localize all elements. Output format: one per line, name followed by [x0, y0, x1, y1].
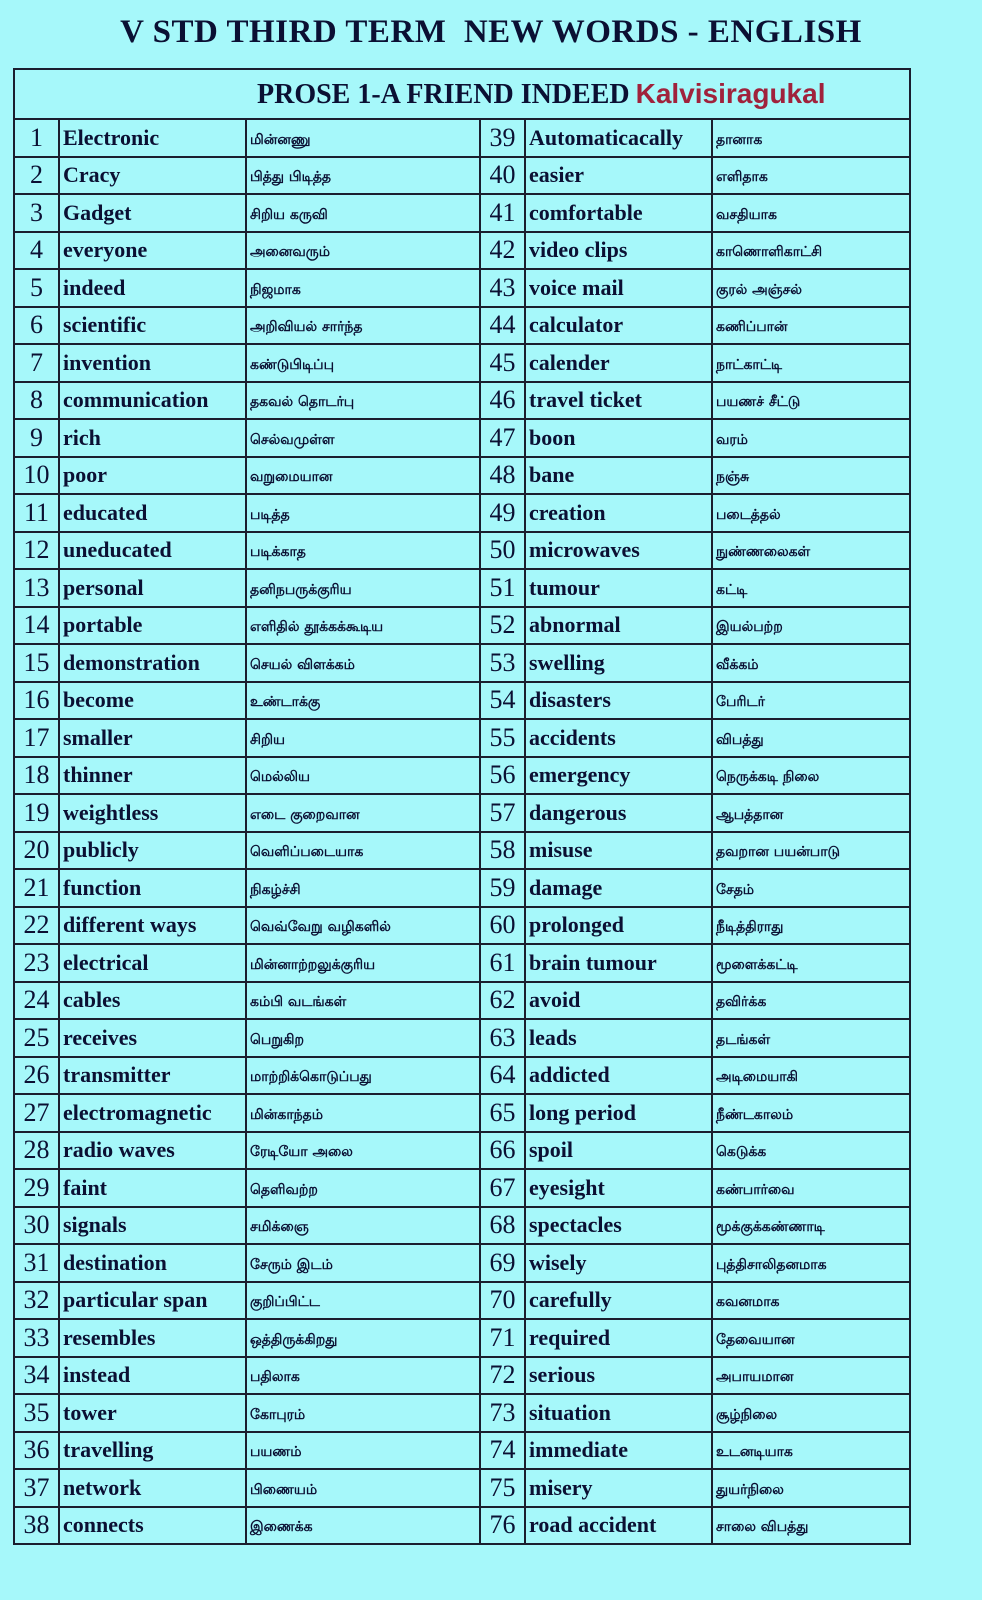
word-number: 18: [14, 757, 59, 795]
word-number: 64: [480, 1057, 525, 1095]
english-word: brain tumour: [525, 944, 712, 982]
english-word: microwaves: [525, 532, 712, 570]
english-word: everyone: [59, 232, 246, 270]
english-word: network: [59, 1469, 246, 1507]
tamil-meaning: மெல்லிய: [246, 757, 480, 795]
tamil-meaning: மின்காந்தம்: [246, 1094, 480, 1132]
english-word: voice mail: [525, 269, 712, 307]
tamil-meaning: படித்த: [246, 494, 480, 532]
word-number: 46: [480, 382, 525, 420]
table-row: [14, 269, 910, 307]
tamil-meaning: அபாயமான: [712, 1357, 910, 1395]
word-number: 70: [480, 1282, 525, 1320]
word-number: 48: [480, 457, 525, 495]
english-word: function: [59, 869, 246, 907]
table-row: [14, 1057, 910, 1095]
word-number: 21: [14, 869, 59, 907]
table-row: [14, 382, 910, 420]
word-number: 49: [480, 494, 525, 532]
english-word: Electronic: [59, 119, 246, 157]
word-number: 36: [14, 1432, 59, 1470]
vocabulary-table-body: [14, 69, 910, 1544]
tamil-meaning: பயணச் சீட்டு: [712, 382, 910, 420]
tamil-meaning: காணொளிகாட்சி: [712, 232, 910, 270]
tamil-meaning: தகவல் தொடர்பு: [246, 382, 480, 420]
tamil-meaning: பித்து பிடித்த: [246, 157, 480, 195]
tamil-meaning: மாற்றிக்கொடுப்பது: [246, 1057, 480, 1095]
english-word: smaller: [59, 719, 246, 757]
word-number: 17: [14, 719, 59, 757]
word-number: 47: [480, 419, 525, 457]
word-number: 1: [14, 119, 59, 157]
word-number: 35: [14, 1394, 59, 1432]
english-word: calculator: [525, 307, 712, 345]
english-word: travel ticket: [525, 382, 712, 420]
word-number: 9: [14, 419, 59, 457]
word-number: 73: [480, 1394, 525, 1432]
tamil-meaning: கம்பி வடங்கள்: [246, 982, 480, 1020]
english-word: thinner: [59, 757, 246, 795]
tamil-meaning: சாலை விபத்து: [712, 1507, 910, 1545]
tamil-meaning: மின்னணு: [246, 119, 480, 157]
english-word: signals: [59, 1207, 246, 1245]
tamil-meaning: படைத்தல்: [712, 494, 910, 532]
tamil-meaning: உடனடியாக: [712, 1432, 910, 1470]
tamil-meaning: எளிதாக: [712, 157, 910, 195]
tamil-meaning: தெளிவற்ற: [246, 1169, 480, 1207]
word-number: 10: [14, 457, 59, 495]
table-row: [14, 719, 910, 757]
english-word: abnormal: [525, 607, 712, 645]
word-number: 39: [480, 119, 525, 157]
english-word: transmitter: [59, 1057, 246, 1095]
word-number: 40: [480, 157, 525, 195]
table-row: [14, 907, 910, 945]
english-word: electromagnetic: [59, 1094, 246, 1132]
word-number: 45: [480, 344, 525, 382]
word-number: 59: [480, 869, 525, 907]
table-row: [14, 307, 910, 345]
word-number: 44: [480, 307, 525, 345]
english-word: eyesight: [525, 1169, 712, 1207]
tamil-meaning: கவனமாக: [712, 1282, 910, 1320]
tamil-meaning: எடை குறைவான: [246, 794, 480, 832]
english-word: emergency: [525, 757, 712, 795]
table-row: [14, 1357, 910, 1395]
english-word: radio waves: [59, 1132, 246, 1170]
tamil-meaning: இணைக்க: [246, 1507, 480, 1545]
tamil-meaning: பெறுகிற: [246, 1019, 480, 1057]
word-number: 6: [14, 307, 59, 345]
english-word: uneducated: [59, 532, 246, 570]
tamil-meaning: சமிக்ஞை: [246, 1207, 480, 1245]
english-word: resembles: [59, 1319, 246, 1357]
english-word: destination: [59, 1244, 246, 1282]
english-word: travelling: [59, 1432, 246, 1470]
english-word: spectacles: [525, 1207, 712, 1245]
tamil-meaning: தவறான பயன்பாடு: [712, 832, 910, 870]
table-row: [14, 1169, 910, 1207]
english-word: road accident: [525, 1507, 712, 1545]
english-word: video clips: [525, 232, 712, 270]
english-word: calender: [525, 344, 712, 382]
tamil-meaning: உண்டாக்கு: [246, 682, 480, 720]
table-row: [14, 569, 910, 607]
word-number: 23: [14, 944, 59, 982]
english-word: instead: [59, 1357, 246, 1395]
word-number: 54: [480, 682, 525, 720]
word-number: 13: [14, 569, 59, 607]
brand-watermark: Kalvisiragukal: [635, 77, 826, 109]
word-number: 34: [14, 1357, 59, 1395]
english-word: long period: [525, 1094, 712, 1132]
section-header: [14, 69, 910, 119]
tamil-meaning: மின்னாற்றலுக்குரிய: [246, 944, 480, 982]
tamil-meaning: சூழ்நிலை: [712, 1394, 910, 1432]
table-row: [14, 119, 910, 157]
tamil-meaning: சிறிய: [246, 719, 480, 757]
english-word: required: [525, 1319, 712, 1357]
table-row: [14, 494, 910, 532]
english-word: damage: [525, 869, 712, 907]
tamil-meaning: வெளிப்படையாக: [246, 832, 480, 870]
english-word: prolonged: [525, 907, 712, 945]
section-header-row: [14, 69, 910, 119]
table-row: [14, 1507, 910, 1545]
tamil-meaning: வறுமையான: [246, 457, 480, 495]
tamil-meaning: கணிப்பான்: [712, 307, 910, 345]
english-word: connects: [59, 1507, 246, 1545]
table-row: [14, 1282, 910, 1320]
tamil-meaning: மூக்குக்கண்ணாடி: [712, 1207, 910, 1245]
table-row: [14, 1019, 910, 1057]
english-word: tower: [59, 1394, 246, 1432]
tamil-meaning: ஒத்திருக்கிறது: [246, 1319, 480, 1357]
tamil-meaning: பதிலாக: [246, 1357, 480, 1395]
word-number: 63: [480, 1019, 525, 1057]
table-row: [14, 982, 910, 1020]
english-word: spoil: [525, 1132, 712, 1170]
word-number: 7: [14, 344, 59, 382]
table-row: [14, 794, 910, 832]
word-number: 50: [480, 532, 525, 570]
word-number: 16: [14, 682, 59, 720]
tamil-meaning: கண்டுபிடிப்பு: [246, 344, 480, 382]
word-number: 67: [480, 1169, 525, 1207]
word-number: 75: [480, 1469, 525, 1507]
english-word: faint: [59, 1169, 246, 1207]
english-word: cables: [59, 982, 246, 1020]
tamil-meaning: பிணையம்: [246, 1469, 480, 1507]
word-number: 3: [14, 194, 59, 232]
word-number: 76: [480, 1507, 525, 1545]
english-word: easier: [525, 157, 712, 195]
word-number: 15: [14, 644, 59, 682]
tamil-meaning: வசதியாக: [712, 194, 910, 232]
english-word: situation: [525, 1394, 712, 1432]
word-number: 14: [14, 607, 59, 645]
english-word: particular span: [59, 1282, 246, 1320]
word-number: 74: [480, 1432, 525, 1470]
tamil-meaning: அடிமையாகி: [712, 1057, 910, 1095]
english-word: avoid: [525, 982, 712, 1020]
word-number: 68: [480, 1207, 525, 1245]
word-number: 60: [480, 907, 525, 945]
english-word: publicly: [59, 832, 246, 870]
tamil-meaning: கட்டி: [712, 569, 910, 607]
english-word: serious: [525, 1357, 712, 1395]
table-row: [14, 832, 910, 870]
word-number: 29: [14, 1169, 59, 1207]
english-word: portable: [59, 607, 246, 645]
word-number: 69: [480, 1244, 525, 1282]
tamil-meaning: பேரிடர்: [712, 682, 910, 720]
english-word: misuse: [525, 832, 712, 870]
table-row: [14, 1244, 910, 1282]
tamil-meaning: வெவ்வேறு வழிகளில்: [246, 907, 480, 945]
tamil-meaning: அனைவரும்: [246, 232, 480, 270]
word-number: 38: [14, 1507, 59, 1545]
table-row: [14, 607, 910, 645]
english-word: demonstration: [59, 644, 246, 682]
table-row: [14, 232, 910, 270]
tamil-meaning: புத்திசாலிதனமாக: [712, 1244, 910, 1282]
vocabulary-table: [13, 68, 911, 1545]
tamil-meaning: பயணம்: [246, 1432, 480, 1470]
word-number: 66: [480, 1132, 525, 1170]
english-word: scientific: [59, 307, 246, 345]
table-row: [14, 644, 910, 682]
word-number: 28: [14, 1132, 59, 1170]
table-row: [14, 1469, 910, 1507]
tamil-meaning: செல்வமுள்ள: [246, 419, 480, 457]
word-number: 27: [14, 1094, 59, 1132]
tamil-meaning: எளிதில் தூக்கக்கூடிய: [246, 607, 480, 645]
word-number: 25: [14, 1019, 59, 1057]
tamil-meaning: தேவையான: [712, 1319, 910, 1357]
english-word: swelling: [525, 644, 712, 682]
tamil-meaning: ஆபத்தான: [712, 794, 910, 832]
english-word: indeed: [59, 269, 246, 307]
tamil-meaning: கோபுரம்: [246, 1394, 480, 1432]
english-word: dangerous: [525, 794, 712, 832]
tamil-meaning: தானாக: [712, 119, 910, 157]
word-number: 8: [14, 382, 59, 420]
word-number: 65: [480, 1094, 525, 1132]
table-row: [14, 1432, 910, 1470]
english-word: carefully: [525, 1282, 712, 1320]
table-row: [14, 457, 910, 495]
table-row: [14, 419, 910, 457]
tamil-meaning: நுண்ணலைகள்: [712, 532, 910, 570]
english-word: disasters: [525, 682, 712, 720]
english-word: rich: [59, 419, 246, 457]
word-number: 37: [14, 1469, 59, 1507]
english-word: addicted: [525, 1057, 712, 1095]
tamil-meaning: நாட்காட்டி: [712, 344, 910, 382]
word-number: 57: [480, 794, 525, 832]
word-number: 4: [14, 232, 59, 270]
tamil-meaning: படிக்காத: [246, 532, 480, 570]
table-row: [14, 682, 910, 720]
word-number: 26: [14, 1057, 59, 1095]
english-word: electrical: [59, 944, 246, 982]
tamil-meaning: மூளைக்கட்டி: [712, 944, 910, 982]
english-word: communication: [59, 382, 246, 420]
table-row: [14, 1394, 910, 1432]
english-word: weightless: [59, 794, 246, 832]
word-number: 56: [480, 757, 525, 795]
word-number: 58: [480, 832, 525, 870]
tamil-meaning: கெடுக்க: [712, 1132, 910, 1170]
tamil-meaning: கண்பார்வை: [712, 1169, 910, 1207]
table-row: [14, 1319, 910, 1357]
english-word: invention: [59, 344, 246, 382]
tamil-meaning: நீடித்திராது: [712, 907, 910, 945]
word-number: 24: [14, 982, 59, 1020]
english-word: poor: [59, 457, 246, 495]
section-title: PROSE 1-A FRIEND INDEED: [257, 78, 630, 110]
english-word: tumour: [525, 569, 712, 607]
tamil-meaning: நெருக்கடி நிலை: [712, 757, 910, 795]
english-word: leads: [525, 1019, 712, 1057]
english-word: Gadget: [59, 194, 246, 232]
table-row: [14, 157, 910, 195]
english-word: receives: [59, 1019, 246, 1057]
english-word: boon: [525, 419, 712, 457]
tamil-meaning: விபத்து: [712, 719, 910, 757]
word-number: 33: [14, 1319, 59, 1357]
word-number: 62: [480, 982, 525, 1020]
table-row: [14, 1207, 910, 1245]
word-number: 30: [14, 1207, 59, 1245]
tamil-meaning: சேதம்: [712, 869, 910, 907]
english-word: become: [59, 682, 246, 720]
tamil-meaning: துயர்நிலை: [712, 1469, 910, 1507]
word-number: 52: [480, 607, 525, 645]
word-number: 72: [480, 1357, 525, 1395]
english-word: different ways: [59, 907, 246, 945]
table-row: [14, 1094, 910, 1132]
tamil-meaning: குரல் அஞ்சல்: [712, 269, 910, 307]
english-word: accidents: [525, 719, 712, 757]
word-number: 11: [14, 494, 59, 532]
word-number: 19: [14, 794, 59, 832]
tamil-meaning: வரம்: [712, 419, 910, 457]
tamil-meaning: செயல் விளக்கம்: [246, 644, 480, 682]
word-number: 71: [480, 1319, 525, 1357]
word-number: 42: [480, 232, 525, 270]
word-number: 41: [480, 194, 525, 232]
word-number: 12: [14, 532, 59, 570]
tamil-meaning: சிறிய கருவி: [246, 194, 480, 232]
english-word: immediate: [525, 1432, 712, 1470]
tamil-meaning: தனிநபருக்குரிய: [246, 569, 480, 607]
tamil-meaning: தடங்கள்: [712, 1019, 910, 1057]
tamil-meaning: நஞ்சு: [712, 457, 910, 495]
tamil-meaning: அறிவியல் சார்ந்த: [246, 307, 480, 345]
word-number: 43: [480, 269, 525, 307]
english-word: misery: [525, 1469, 712, 1507]
english-word: educated: [59, 494, 246, 532]
tamil-meaning: நிகழ்ச்சி: [246, 869, 480, 907]
table-row: [14, 1132, 910, 1170]
tamil-meaning: குறிப்பிட்ட: [246, 1282, 480, 1320]
word-number: 32: [14, 1282, 59, 1320]
tamil-meaning: வீக்கம்: [712, 644, 910, 682]
english-word: bane: [525, 457, 712, 495]
english-word: personal: [59, 569, 246, 607]
word-number: 31: [14, 1244, 59, 1282]
english-word: Automaticacally: [525, 119, 712, 157]
table-row: [14, 532, 910, 570]
word-number: 55: [480, 719, 525, 757]
english-word: Cracy: [59, 157, 246, 195]
tamil-meaning: இயல்பற்ற: [712, 607, 910, 645]
tamil-meaning: நீண்டகாலம்: [712, 1094, 910, 1132]
word-number: 51: [480, 569, 525, 607]
table-row: [14, 757, 910, 795]
page-title: V STD THIRD TERM NEW WORDS - ENGLISH: [120, 14, 862, 50]
table-row: [14, 344, 910, 382]
tamil-meaning: ரேடியோ அலை: [246, 1132, 480, 1170]
tamil-meaning: சேரும் இடம்: [246, 1244, 480, 1282]
word-number: 5: [14, 269, 59, 307]
english-word: wisely: [525, 1244, 712, 1282]
english-word: creation: [525, 494, 712, 532]
tamil-meaning: தவிர்க்க: [712, 982, 910, 1020]
word-number: 53: [480, 644, 525, 682]
table-row: [14, 869, 910, 907]
table-row: [14, 194, 910, 232]
english-word: comfortable: [525, 194, 712, 232]
word-number: 22: [14, 907, 59, 945]
word-number: 20: [14, 832, 59, 870]
word-number: 2: [14, 157, 59, 195]
table-row: [14, 944, 910, 982]
word-number: 61: [480, 944, 525, 982]
tamil-meaning: நிஜமாக: [246, 269, 480, 307]
